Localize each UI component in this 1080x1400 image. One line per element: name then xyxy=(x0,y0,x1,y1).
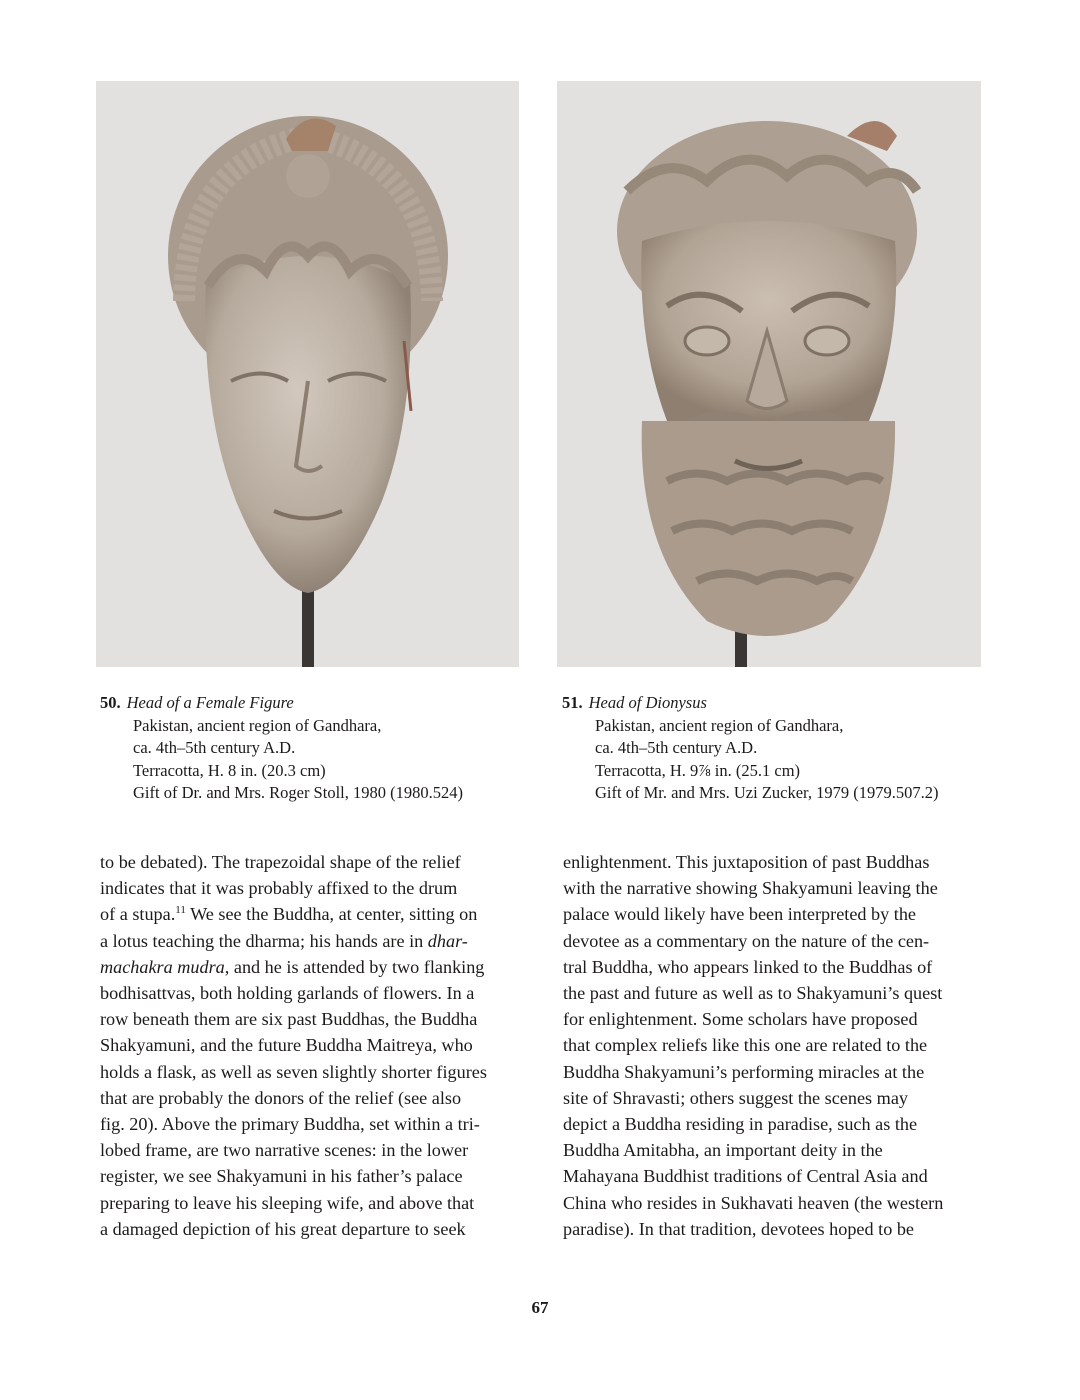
text-line: Buddha Amitabha, an important deity in the xyxy=(563,1140,883,1161)
figure-number: 50. xyxy=(100,693,121,712)
text-run: We see the Buddha, at center, sitting on xyxy=(185,904,478,925)
figure-title: Head of a Female Figure xyxy=(126,693,294,712)
text-line: register, we see Shakyamuni in his father’s palace xyxy=(100,1166,463,1187)
text-line: that are probably the donors of the relief (see also xyxy=(100,1087,462,1108)
text-line: row beneath them are six past Buddhas, the Buddha xyxy=(100,1009,478,1030)
text-line: Shakyamuni, and the future Buddha Maitreya, who xyxy=(100,1035,473,1056)
figure-50-photo xyxy=(96,81,519,667)
figure-51-photo xyxy=(557,81,981,667)
text-line: depict a Buddha residing in paradise, such as the xyxy=(563,1114,918,1135)
text-line: a damaged depiction of his great departure to seek xyxy=(100,1218,466,1239)
caption-line: Gift of Mr. and Mrs. Uzi Zucker, 1979 (1979.507.2) xyxy=(595,783,939,802)
text-line: paradise). In that tradition, devotees hoped to be xyxy=(563,1218,915,1239)
figure-50-caption xyxy=(100,692,530,805)
text-line: holds a flask, as well as seven slightly shorter figures xyxy=(100,1061,487,1082)
figure-number: 51. xyxy=(562,693,583,712)
footnote-reference: 11 xyxy=(175,904,186,917)
text-line xyxy=(100,901,518,927)
text-line: that complex reliefs like this one are related to the xyxy=(563,1035,928,1056)
text-run: a lotus teaching the dharma; his hands are in xyxy=(100,930,428,951)
text-line xyxy=(100,928,518,954)
body-text-right-column xyxy=(563,849,975,1242)
text-line: tral Buddha, who appears linked to the Buddhas of xyxy=(563,956,933,977)
text-line xyxy=(100,954,518,980)
text-run: , and he is attended by two flanking xyxy=(224,956,485,977)
caption-line: Gift of Dr. and Mrs. Roger Stoll, 1980 (1980.524) xyxy=(133,783,463,802)
figure-title: Head of Dionysus xyxy=(588,693,707,712)
text-line: enlightenment. This juxtaposition of past Buddhas xyxy=(563,852,930,872)
caption-line: Terracotta, H. 8 in. (20.3 cm) xyxy=(133,760,326,780)
text-line: for enlightenment. Some scholars have proposed xyxy=(563,1009,918,1030)
female-head-sculpture-image xyxy=(96,81,519,667)
text-line: fig. 20). Above the primary Buddha, set within a tri- xyxy=(100,1114,480,1135)
caption-line: Terracotta, H. 9⅞ in. (25.1 cm) xyxy=(595,760,801,780)
text-line: Mahayana Buddhist traditions of Central Asia and xyxy=(563,1166,928,1187)
caption-line: ca. 4th–5th century A.D. xyxy=(595,738,758,757)
text-line: bodhisattvas, both holding garlands of flowers. In a xyxy=(100,983,475,1004)
figure-51-caption xyxy=(562,692,982,805)
text-line: with the narrative showing Shakyamuni leaving the xyxy=(563,878,938,899)
text-line: Buddha Shakyamuni’s performing miracles at the xyxy=(563,1061,925,1082)
text-line: devotee as a commentary on the nature of the cen- xyxy=(563,930,930,951)
text-line: indicates that it was probably affixed to the drum xyxy=(100,878,458,899)
body-text-left-column xyxy=(100,849,518,1242)
caption-heading xyxy=(100,692,530,715)
caption-heading xyxy=(562,692,982,715)
caption-line: Pakistan, ancient region of Gandhara, xyxy=(595,715,844,735)
text-line: the past and future as well as to Shakyamuni’s quest xyxy=(563,983,943,1004)
text-run: of a stupa. xyxy=(100,904,176,925)
text-line: site of Shravasti; others suggest the scenes may xyxy=(563,1087,908,1108)
text-line: to be debated). The trapezoidal shape of the relief xyxy=(100,852,461,872)
caption-line: ca. 4th–5th century A.D. xyxy=(133,738,296,757)
page-number: 67 xyxy=(531,1298,549,1317)
text-line: palace would likely have been interpreted by the xyxy=(563,904,916,925)
text-line: China who resides in Sukhavati heaven (the western xyxy=(563,1192,944,1213)
text-line: lobed frame, are two narrative scenes: in the lower xyxy=(100,1140,469,1161)
caption-line: Pakistan, ancient region of Gandhara, xyxy=(133,715,382,735)
italic-term: dhar- xyxy=(427,930,468,951)
dionysus-head-sculpture-image xyxy=(557,81,981,667)
italic-term: machakra mudra xyxy=(100,956,225,977)
text-line: preparing to leave his sleeping wife, and above that xyxy=(100,1192,475,1213)
